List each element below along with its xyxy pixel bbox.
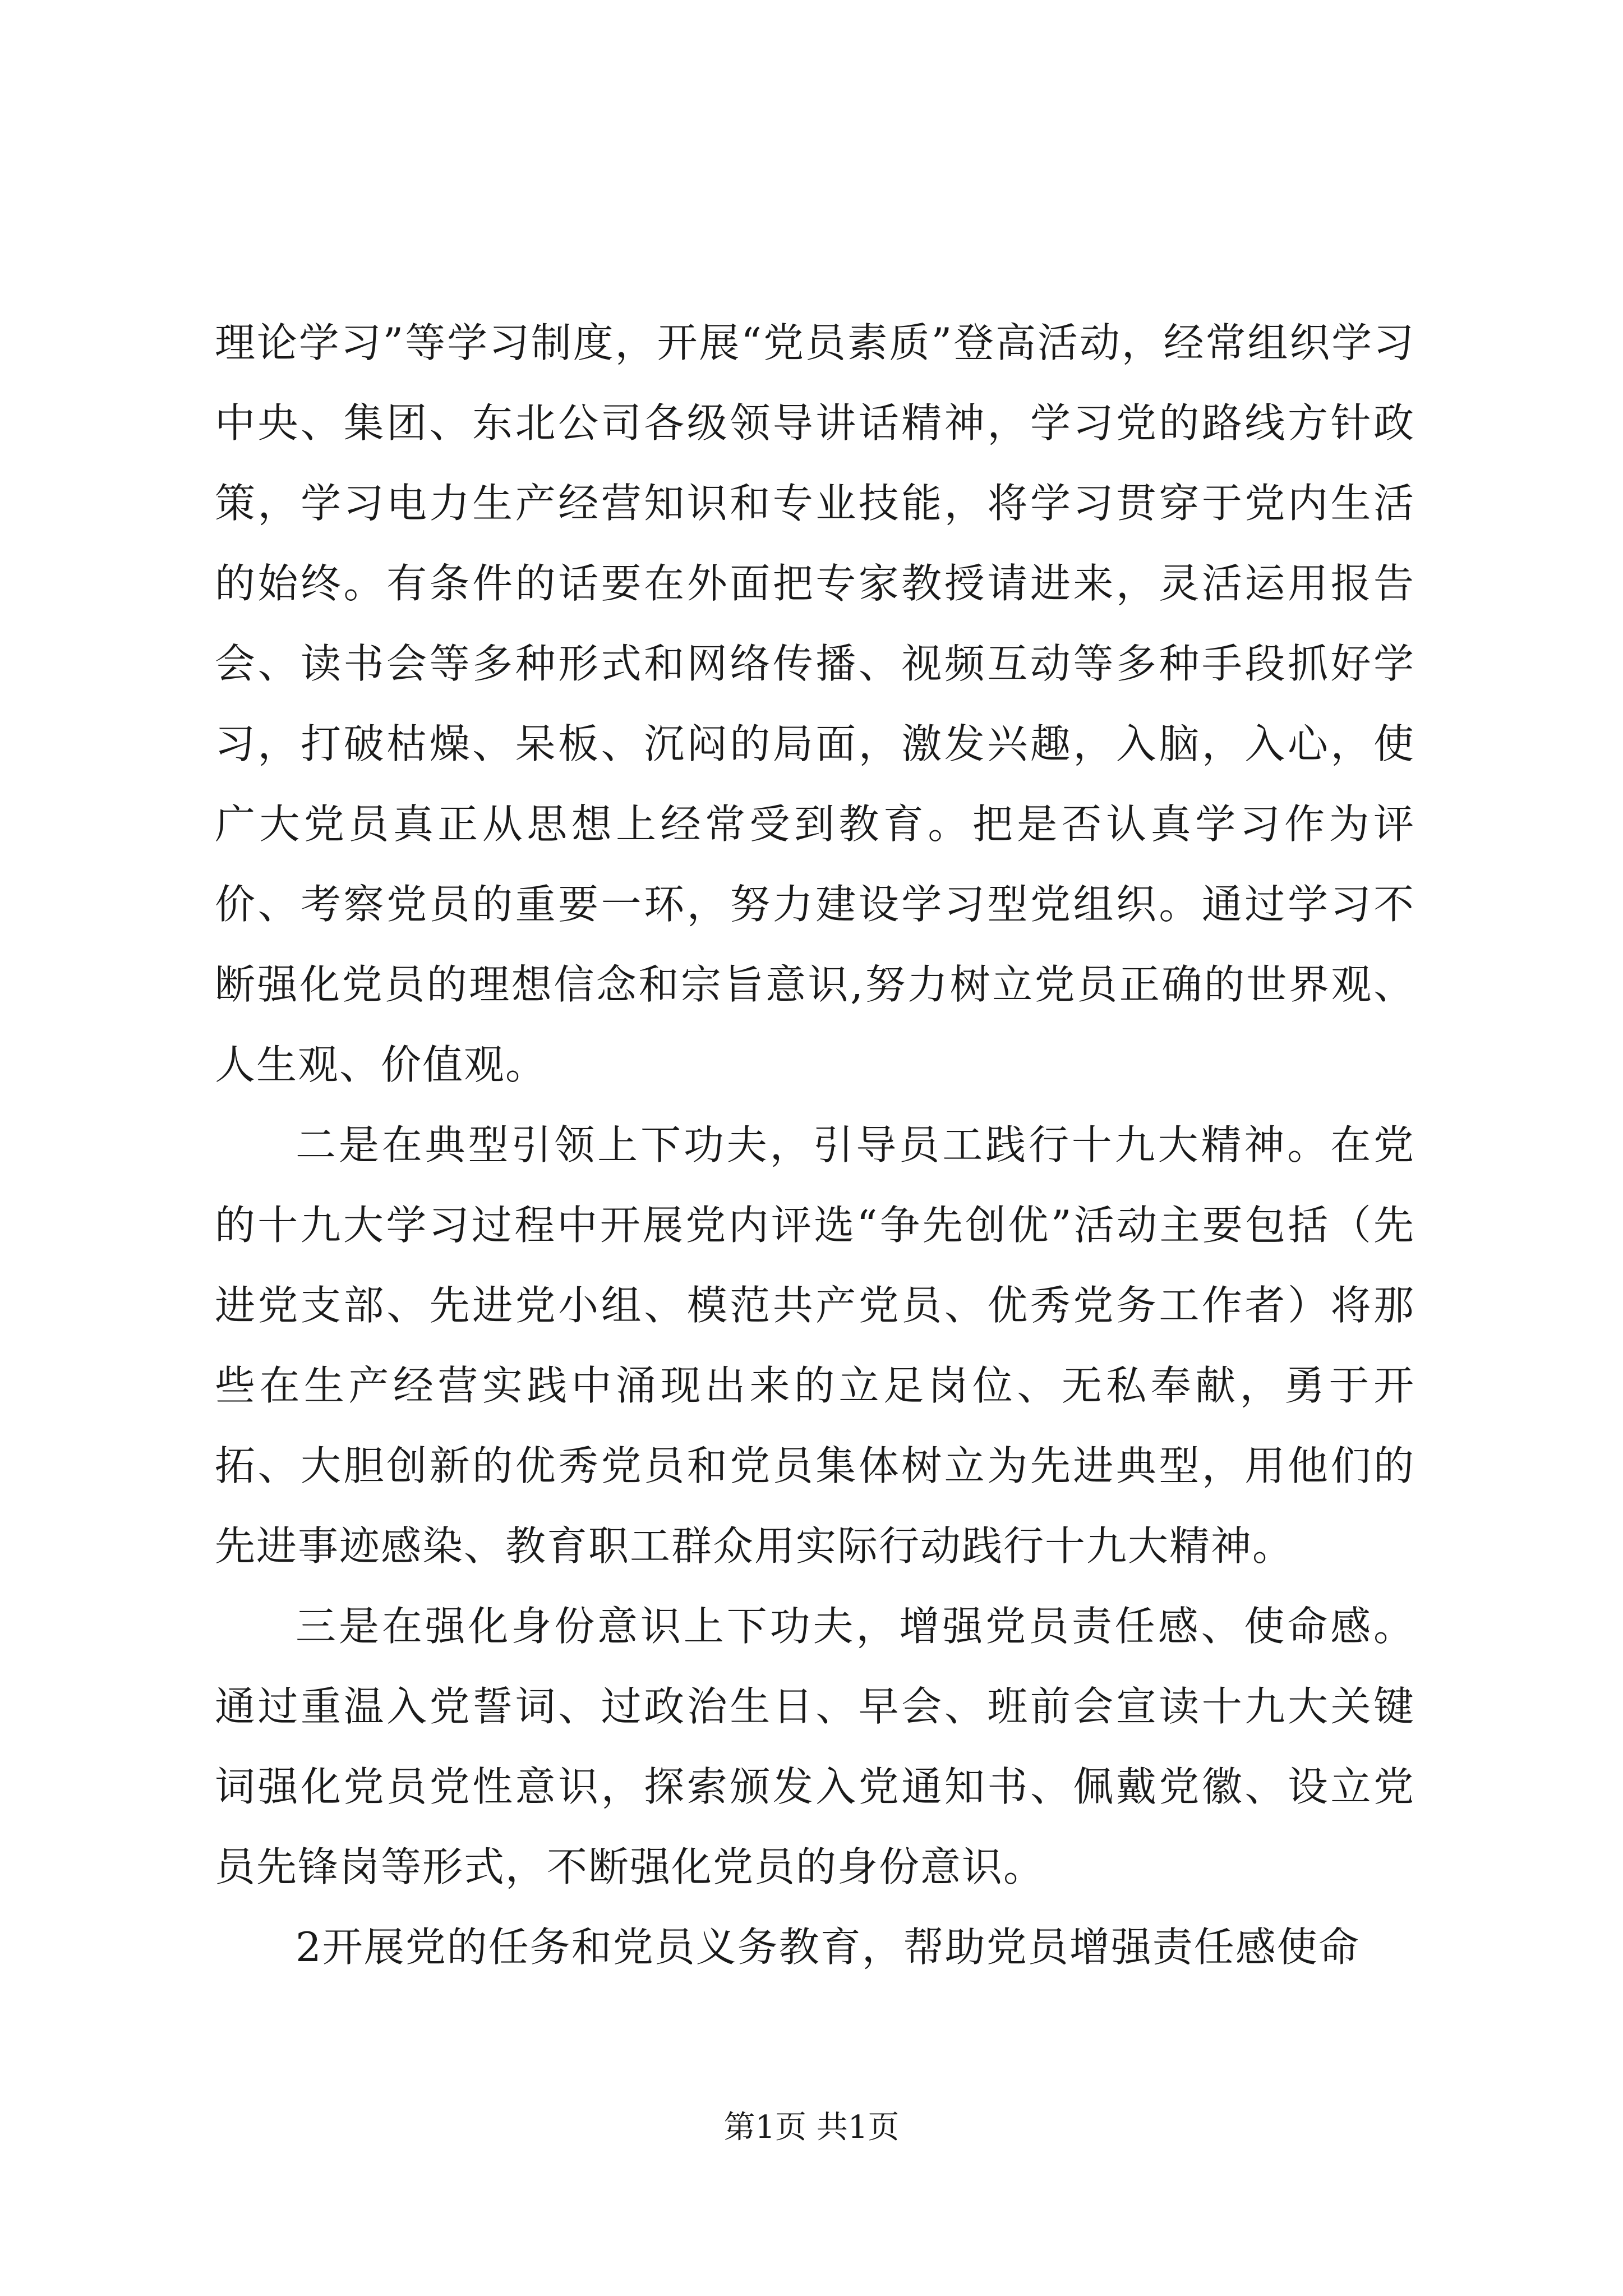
paragraph-2: 二是在典型引领上下功夫，引导员工践行十九大精神。在党的十九大学习过程中开展党内评选“争先创优”活动主要包括（先进党支部、先进党小组、模范共产党员、优秀党务工作者）将那些在生产经营实践中涌现出来的立足岗位、无私奉献，勇于开拓、大胆创新的优秀党员和党员集体树立为先进典型，用他们的先进事迹感染、教育职工群众用实际行动践行十九大精神。 [215,1121,1415,1570]
document-body [215,303,1415,1987]
paragraph-3: 三是在强化身份意识上下功夫，增强党员责任感、使命感。通过重温入党誓词、过政治生日、早会、班前会宣读十九大关键词强化党员党性意识，探索颁发入党通知书、佩戴党徽、设立党员先锋岗等形式，不断强化党员的身份意识。 [215,1603,1415,1890]
paragraph-1: 理论学习”等学习制度，开展“党员素质”登高活动，经常组织学习中央、集团、东北公司各级领导讲话精神，学习党的路线方针政策，学习电力生产经营知识和专业技能，将学习贯穿于党内生活的始终。有条件的话要在外面把专家教授请进来，灵活运用报告会、读书会等多种形式和网络传播、视频互动等多种手段抓好学习，打破枯燥、呆板、沉闷的局面，激发兴趣，入脑，入心，使广大党员真正从思想上经常受到教育。把是否认真学习作为评价、考察党员的重要一环，努力建设学习型党组织。通过学习不断强化党员的理想信念和宗旨意识,努力树立党员正确的世界观、人生观、价值观。 [215,319,1415,1088]
paragraph-4: 2开展党的任务和党员义务教育，帮助党员增强责任感使命 [296,1924,1360,1971]
page-footer: 第1页 共1页 [723,2109,900,2146]
